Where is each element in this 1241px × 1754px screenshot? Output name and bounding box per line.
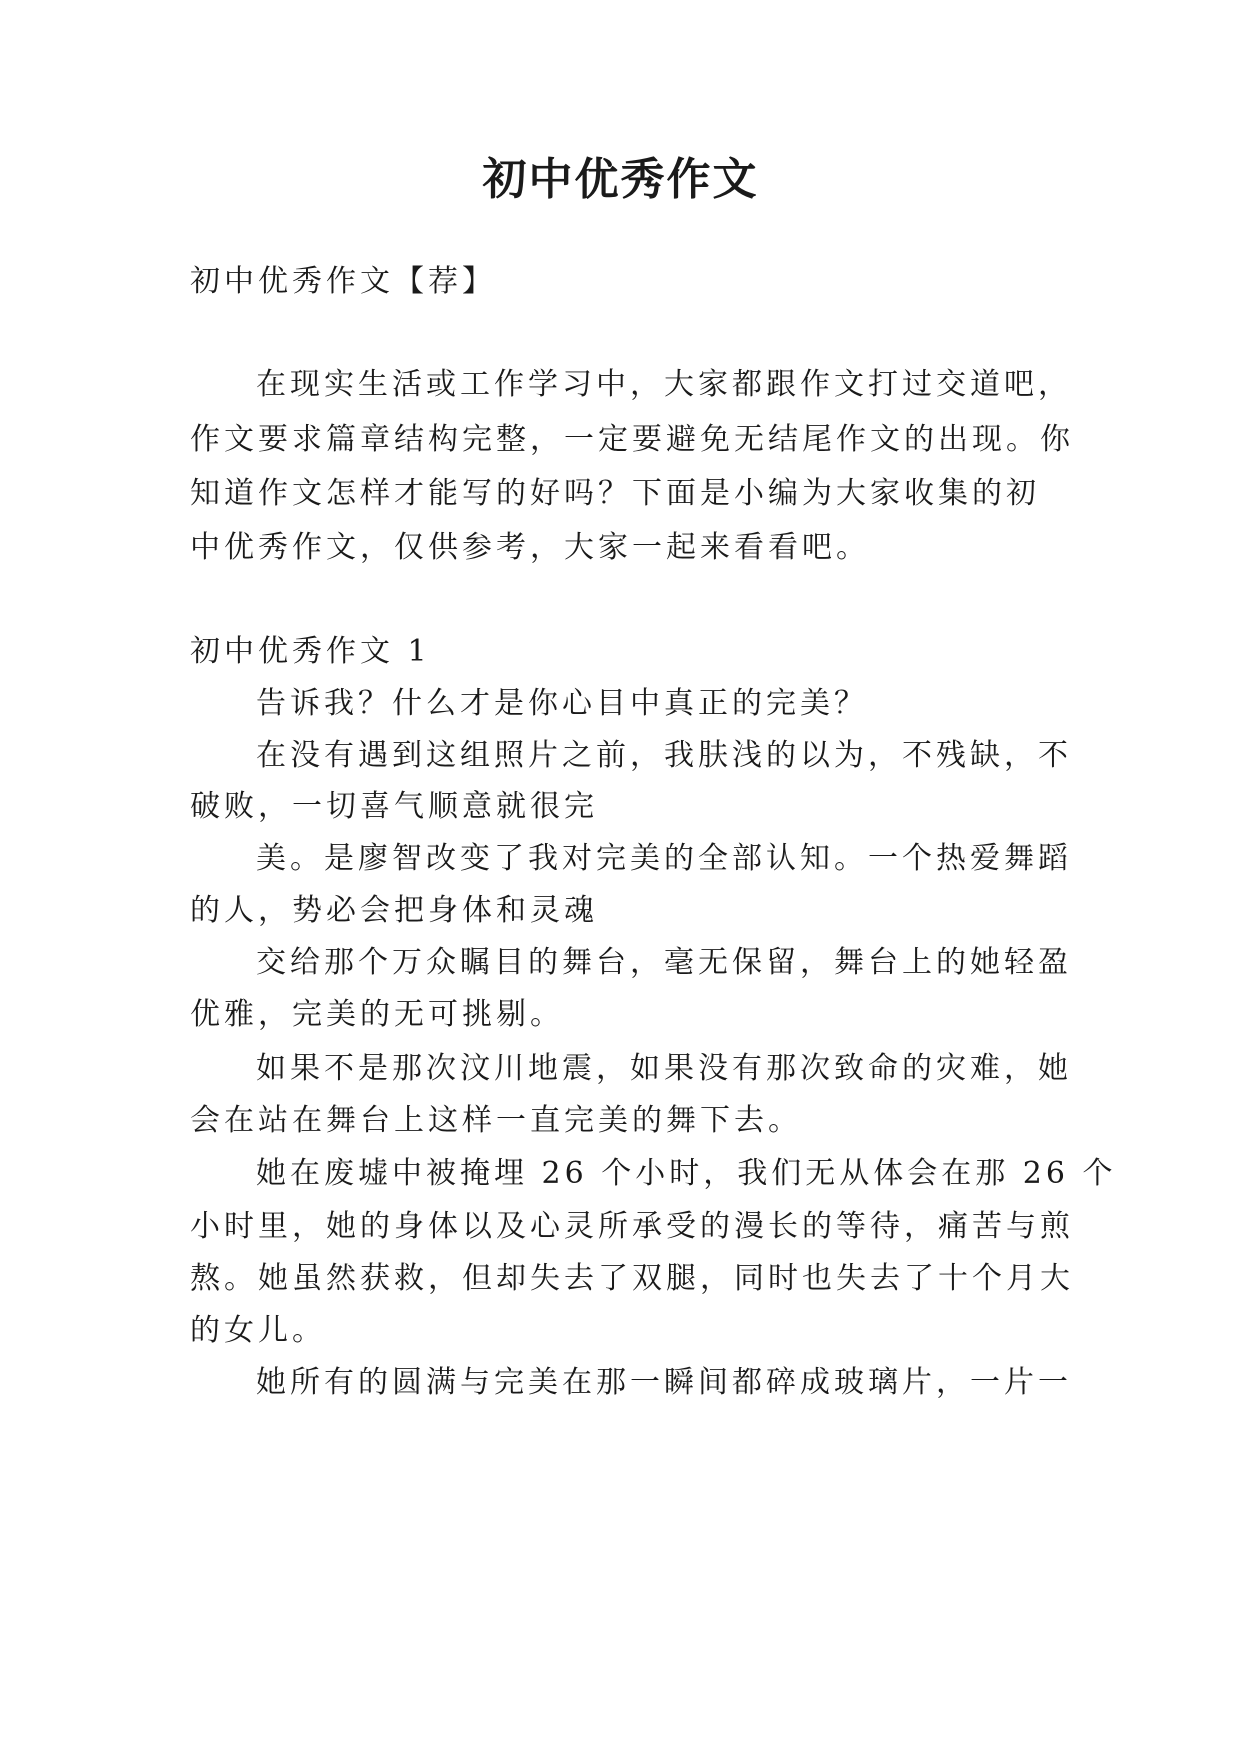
intro-line: 知道作文怎样才能写的好吗？下面是小编为大家收集的初 [190, 476, 1040, 511]
body-line: 会在站在舞台上这样一直完美的舞下去。 [190, 1103, 802, 1138]
body-line: 她所有的圆满与完美在那一瞬间都碎成玻璃片，一片一 [256, 1365, 1072, 1400]
section-heading: 初中优秀作文 1 [190, 634, 431, 669]
body-line: 小时里，她的身体以及心灵所承受的漫长的等待，痛苦与煎 [190, 1209, 1074, 1244]
body-line: 的女儿。 [190, 1313, 326, 1348]
body-line: 告诉我？什么才是你心目中真正的完美？ [256, 686, 868, 721]
document-title: 初中优秀作文 [482, 154, 759, 205]
document-subtitle: 初中优秀作文【荐】 [190, 264, 496, 299]
body-line: 熬。她虽然获救，但却失去了双腿，同时也失去了十个月大 [190, 1261, 1074, 1296]
body-line: 破败，一切喜气顺意就很完 [190, 789, 598, 824]
body-line: 如果不是那次汶川地震，如果没有那次致命的灾难，她 [256, 1051, 1072, 1086]
body-line: 在没有遇到这组照片之前，我肤浅的以为，不残缺，不 [256, 738, 1072, 773]
body-line: 优雅，完美的无可挑剔。 [190, 997, 564, 1032]
intro-line: 中优秀作文，仅供参考，大家一起来看看吧。 [190, 530, 870, 565]
body-line: 交给那个万众瞩目的舞台，毫无保留，舞台上的她轻盈 [256, 945, 1072, 980]
body-line: 她在废墟中被掩埋 26 个小时，我们无从体会在那 26 个 [256, 1156, 1117, 1191]
intro-line: 作文要求篇章结构完整，一定要避免无结尾作文的出现。你 [190, 422, 1074, 457]
body-line: 美。是廖智改变了我对完美的全部认知。一个热爱舞蹈 [256, 841, 1072, 876]
body-line: 的人，势必会把身体和灵魂 [190, 893, 598, 928]
intro-line: 在现实生活或工作学习中，大家都跟作文打过交道吧， [256, 367, 1072, 402]
